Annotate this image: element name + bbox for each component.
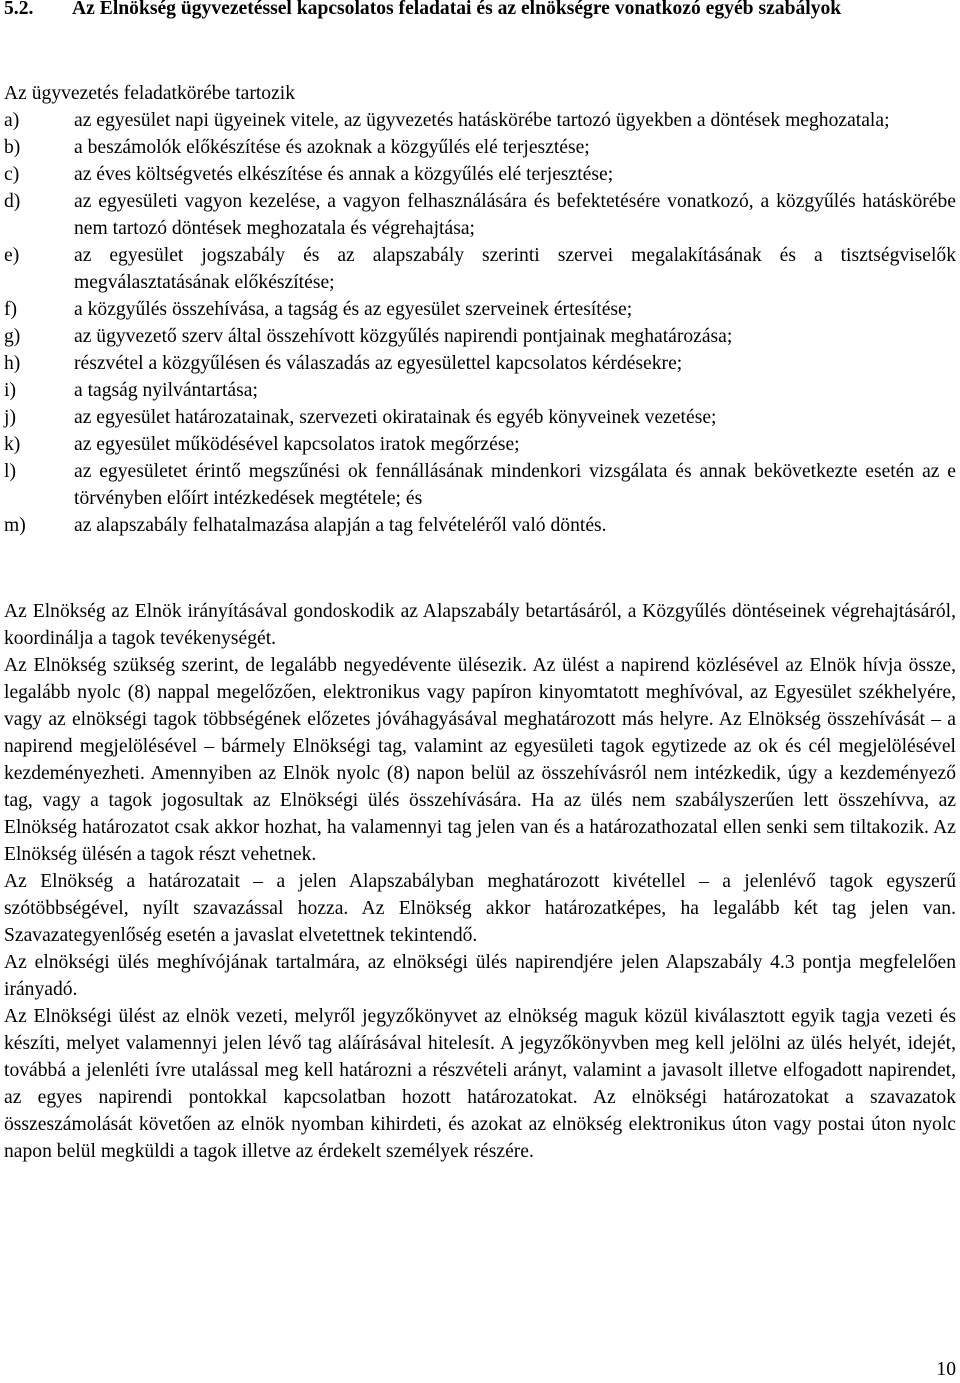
list-item-text: az ügyvezető szerv által összehívott közgyűlés napirendi pontjainak meghatározása; <box>74 326 733 347</box>
list-item <box>4 377 956 404</box>
page-number: 10 <box>936 1359 956 1380</box>
list-item-text: az alapszabály felhatalmazása alapján a tag felvételéről való döntés. <box>74 515 607 536</box>
list-marker: k) <box>4 434 21 455</box>
section-number: 5.2. <box>4 0 34 19</box>
list-item <box>4 323 956 350</box>
list-item-text: az egyesület határozatainak, szervezeti okiratainak és egyéb könyveinek vezetése; <box>74 407 717 428</box>
list-marker: j) <box>4 407 16 428</box>
list-intro: Az ügyvezetés feladatkörébe tartozik <box>4 83 296 104</box>
section-heading <box>4 0 944 23</box>
list-item-text: az egyesületet érintő megszűnési ok fennállásának mindenkori vizsgálata és annak bekövetkezte esetén az e törvényben előírt intézkedések megtétele; és <box>74 461 956 509</box>
list-marker: i) <box>4 380 16 401</box>
list-item-text: az egyesület jogszabály és az alapszabály szerinti szervei megalakításának és a tisztségviselők megválasztatásának előkészítése; <box>74 245 956 293</box>
list-item <box>4 431 956 458</box>
list-item-text: a tagság nyilvántartása; <box>74 380 258 401</box>
list-marker: f) <box>4 299 18 320</box>
list-item <box>4 134 956 161</box>
list-marker: g) <box>4 326 21 347</box>
list-item-text: a beszámolók előkészítése és azoknak a közgyűlés elé terjesztése; <box>74 137 590 158</box>
list-marker: l) <box>4 461 16 482</box>
list-marker: c) <box>4 164 20 185</box>
list-marker: m) <box>4 515 26 536</box>
list-item-text: az egyesület napi ügyeinek vitele, az ügyvezetés hatáskörébe tartozó ügyekben a döntések meghozatala; <box>74 110 890 131</box>
list-marker: h) <box>4 353 21 374</box>
list-item <box>4 404 956 431</box>
list-item <box>4 350 956 377</box>
paragraph: Az Elnökség az Elnök irányításával gondoskodik az Alapszabály betartásáról, a Közgyűlés döntéseinek végrehajtásáról, koordinálja a tagok tevékenységét. <box>4 601 956 649</box>
list-item <box>4 107 956 134</box>
paragraph: Az Elnökségi ülést az elnök vezeti, melyről jegyzőkönyvet az elnökség maguk közül kiválasztott egyik tagja vezeti és készíti, melyet valamennyi jelen lévő tag aláírásával hitelesít. A jegyzőkönyvben meg kell jelölni az ülés helyét, idejét, továbbá a jelenléti ívre utalással meg kell határozni a részvételi arányt, valamint a javasolt illetve elfogadott napirendet, az egyes napirendi pontokkal kapcsolatban hozott határozatokat. Az elnökségi határozatokat a szavazatok összeszámolását követően az elnök nyomban kihirdeti, és azokat az elnökség elektronikus úton vagy postai úton nyolc napon belül megküldi a tagok illetve az érdekelt személyek részére. <box>4 1006 956 1162</box>
duties-list <box>4 107 956 539</box>
list-marker: a) <box>4 110 20 131</box>
paragraph: Az elnökségi ülés meghívójának tartalmára, az elnökségi ülés napirendjére jelen Alapszabály 4.3 pontja megfelelően irányadó. <box>4 952 956 1000</box>
list-item <box>4 296 956 323</box>
list-item-text: részvétel a közgyűlésen és válaszadás az egyesülettel kapcsolatos kérdésekre; <box>74 353 683 374</box>
list-marker: e) <box>4 245 20 266</box>
list-item <box>4 512 956 539</box>
list-item <box>4 458 956 512</box>
body-paragraphs <box>4 598 956 1165</box>
list-item <box>4 242 956 296</box>
section-title: Az Elnökség ügyvezetéssel kapcsolatos feladatai és az elnökségre vonatkozó egyéb szabályok <box>72 0 842 19</box>
list-marker: b) <box>4 137 21 158</box>
list-marker: d) <box>4 191 21 212</box>
list-item-text: az egyesület működésével kapcsolatos iratok megőrzése; <box>74 434 520 455</box>
list-item-text: a közgyűlés összehívása, a tagság és az egyesület szerveinek értesítése; <box>74 299 633 320</box>
list-item <box>4 161 956 188</box>
list-item-text: az egyesületi vagyon kezelése, a vagyon felhasználására és befektetésére vonatkozó, a közgyűlés hatáskörébe nem tartozó döntések meghozatala és végrehajtása; <box>74 191 956 239</box>
paragraph: Az Elnökség szükség szerint, de legalább negyedévente ülésezik. Az ülést a napirend közlésével az Elnök hívja össze, legalább nyolc (8) nappal megelőzően, elektronikus vagy papíron kinyomtatott meghívóval, az Egyesület székhelyére, vagy az elnökségi tagok többségének előzetes jóváhagyásával meghatározott más helyre. Az Elnökség összehívását – a napirend megjelölésével – bármely Elnökségi tag, valamint az egyesületi tagok egytizede az ok és cél megjelölésével kezdeményezheti. Amennyiben az Elnök nyolc (8) napon belül az összehívásról nem intézkedik, úgy a kezdeményező tag, vagy a tagok jogosultak az Elnökségi ülés összehívására. Ha az ülés nem szabályszerűen lett összehívva, az Elnökség határozatot csak akkor hozhat, ha valamennyi tag jelen van és a határozathozatal ellen senki sem tiltakozik. Az Elnökség ülésén a tagok részt vehetnek. <box>4 655 956 865</box>
list-item-text: az éves költségvetés elkészítése és annak a közgyűlés elé terjesztése; <box>74 164 614 185</box>
paragraph: Az Elnökség a határozatait – a jelen Alapszabályban meghatározott kivétellel – a jelenlévő tagok egyszerű szótöbbségével, nyílt szavazással hozza. Az Elnökség akkor határozatképes, ha legalább két tag jelen van. Szavazategyenlőség esetén a javaslat elvetettnek tekintendő. <box>4 871 956 946</box>
list-item <box>4 188 956 242</box>
